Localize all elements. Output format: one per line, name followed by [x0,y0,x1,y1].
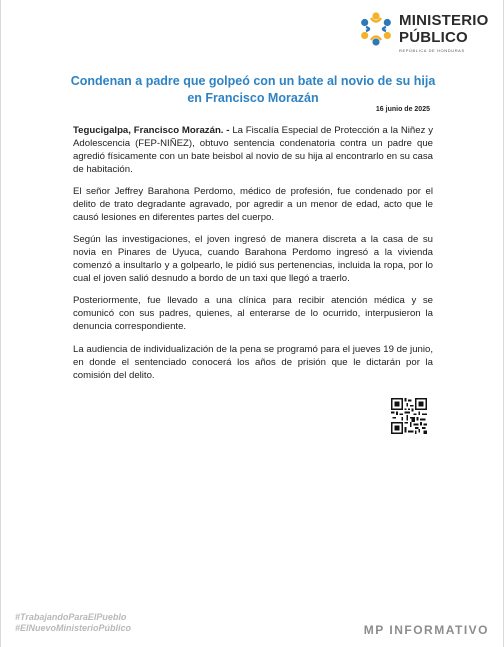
lead-text: La Fiscalía Especial de Protección a la Niñez y Adolescencia (FEP-NIÑEZ), obtuvo sentencia condenatoria contra un padre que agredió físicamente con un bate beisbol al novio de su hija al encontrarlo en su casa de habitación. [73,125,433,175]
qr-code-icon[interactable] [391,398,427,434]
body-paragraph: Posteriormente, fue llevado a una clínica para recibir atención médica y se comunicó con sus padres, quienes, al enterarse de lo ocurrido, interpusieron la denuncia correspondiente. [73,295,433,333]
ministerio-publico-logo [357,8,497,56]
lead-location: Tegucigalpa, Francisco Morazán. - [73,125,230,136]
logo-subtitle: REPÚBLICA DE HONDURAS [399,48,465,53]
body-paragraph: Según las investigaciones, el joven ingresó de manera discreta a la casa de su novia en Pinares de Uyuca, cuando Barahona Perdomo ingresó a la vivienda comenzó a insultarlo y a golpearlo, le pidió sus pertenencias, incluida la ropa, por lo cual el joven salió desnudo a bordo de un taxi que llegó a traerlo. [73,234,433,285]
logo-text-line1: MINISTERIO [399,12,489,29]
footer-hashtags [15,612,131,634]
hashtag-nuevo-ministerio[interactable]: #ElNuevoMinisterioPúblico [15,623,132,633]
article-body [73,125,433,392]
article-date: 16 junio de 2025 [375,106,430,113]
footer-brand: MP INFORMATIVO [363,623,489,637]
body-paragraph: La audiencia de individualización de la pena se programó para el jueves 19 de junio, en donde el sentenciado conocerá los años de prisión que le dictarán por la comisión del delito. [73,343,433,381]
logo-emblem-icon [357,10,395,48]
lead-paragraph [73,125,433,177]
hashtag-trabajando[interactable]: #TrabajandoParaElPueblo [15,612,127,622]
article-title: Condenan a padre que golpeó con un bate al novio de su hija en Francisco Morazán [70,74,436,105]
body-paragraph: El señor Jeffrey Barahona Perdomo, médico de profesión, fue condenado por el delito de trato degradante agravado, por agredir a un menor de edad, acto que le causó lesiones en diferentes partes del cuerpo. [73,186,433,223]
logo-text-line2: PÚBLICO [399,29,468,46]
